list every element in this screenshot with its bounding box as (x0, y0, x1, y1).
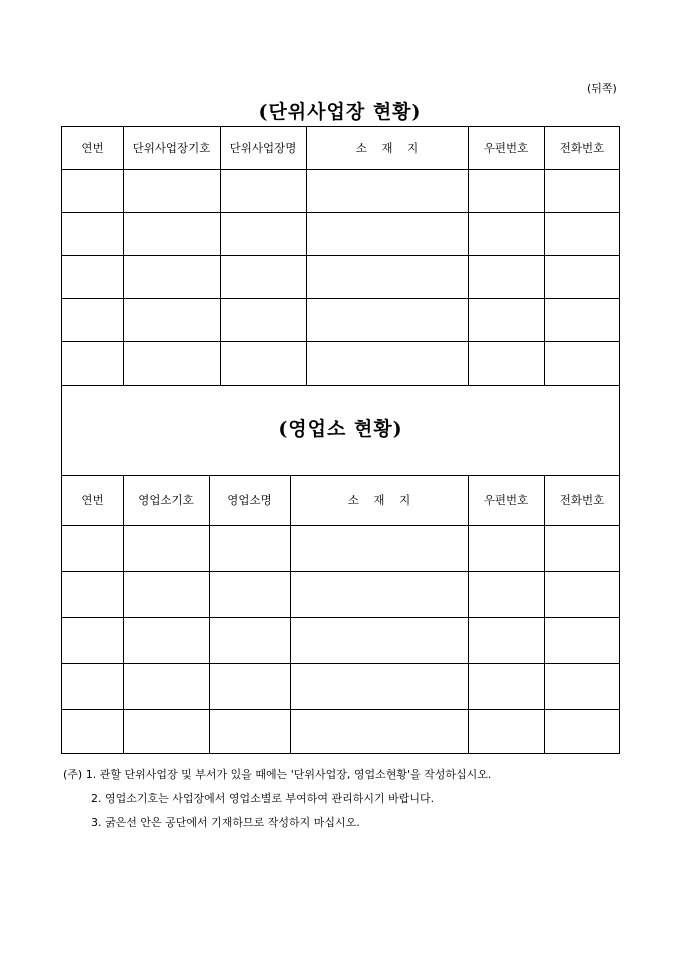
header-postal-code: 우편번호 (483, 493, 529, 507)
header-unit-code: 단위사업장기호 (132, 141, 211, 155)
footnote-2 (63, 787, 491, 811)
header-unit-name: 단위사업장명 (229, 141, 297, 155)
row-divider (62, 709, 619, 710)
header-office-name: 영업소명 (227, 493, 272, 507)
header-location: 소 재 지 (347, 493, 411, 507)
header-phone: 전화번호 (559, 493, 605, 507)
row-divider (62, 255, 619, 256)
footnote-text: 3. 굵은선 안은 공단에서 기재하므로 작성하지 마십시오. (91, 816, 360, 829)
header-office-code: 영업소기호 (138, 493, 194, 507)
row-divider (62, 298, 619, 299)
footnotes (63, 763, 491, 835)
section-divider (62, 385, 619, 386)
footnote-text: 1. 관할 단위사업장 및 부서가 있을 때에는 '단위사업장, 영업소현황'을 작성하십시오. (85, 768, 492, 781)
row-divider (62, 617, 619, 618)
footnote-1 (63, 763, 491, 787)
row-divider (62, 212, 619, 213)
header-serial: 연번 (81, 141, 104, 155)
row-divider (62, 571, 619, 572)
page-side-label: (뒤쪽) (587, 82, 617, 95)
row-divider (62, 341, 619, 342)
header-serial: 연번 (81, 493, 104, 507)
status-form-table (61, 126, 620, 754)
footnote-3 (63, 811, 491, 835)
unit-table-title: (단위사업장 현황) (258, 101, 422, 123)
footnote-prefix: (주) (63, 768, 83, 781)
row-divider (62, 525, 619, 526)
row-divider (62, 663, 619, 664)
header-location: 소 재 지 (355, 141, 419, 155)
office-table-title: (영업소 현황) (278, 418, 403, 440)
header-phone: 전화번호 (559, 141, 605, 155)
row-divider (62, 169, 619, 170)
header-postal-code: 우편번호 (483, 141, 529, 155)
footnote-text: 2. 영업소기호는 사업장에서 영업소별로 부여하여 관리하시기 바랍니다. (91, 792, 435, 805)
